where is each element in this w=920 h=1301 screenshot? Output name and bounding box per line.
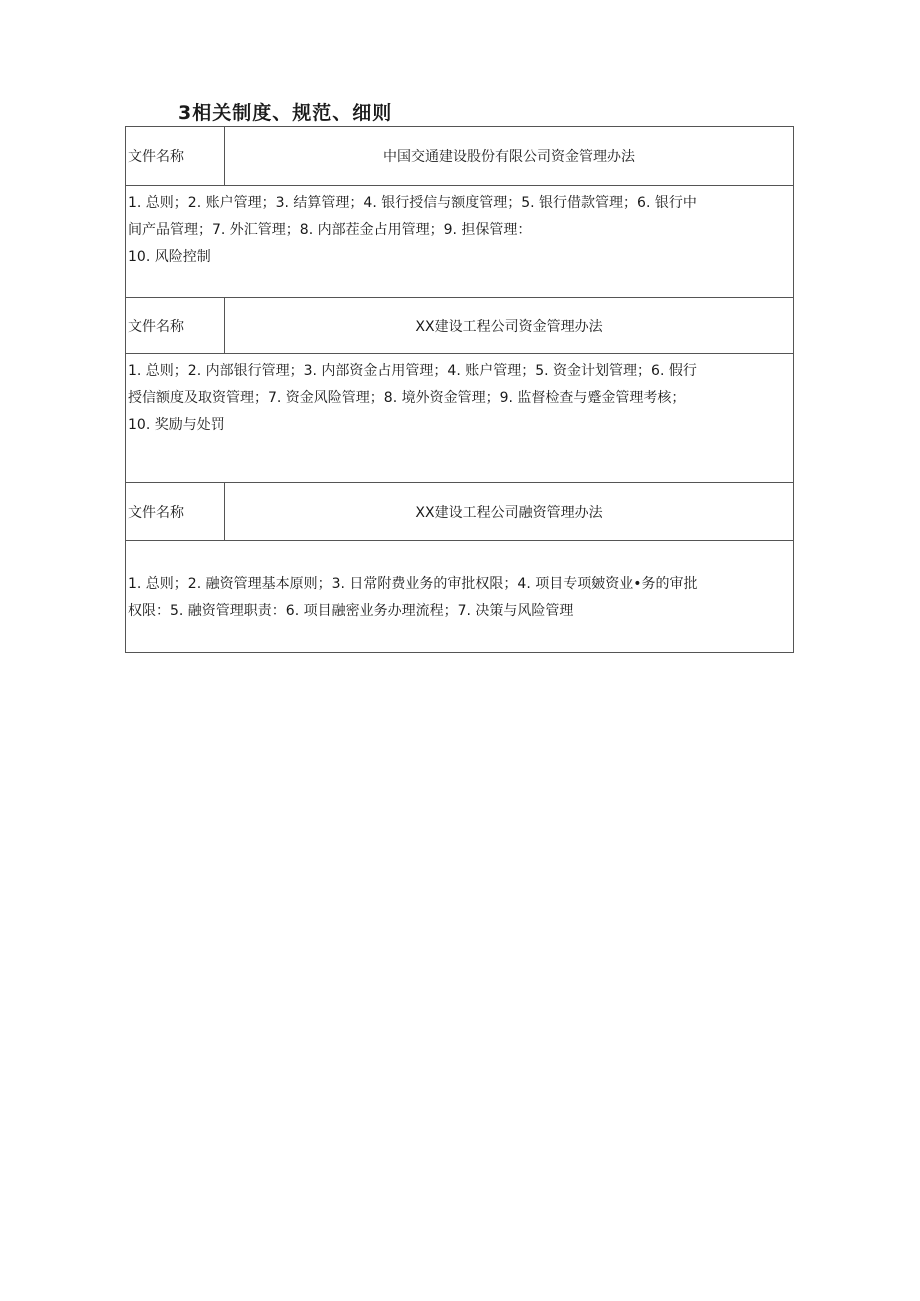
content-line: 10. 奖励与处罚 <box>128 417 225 433</box>
table-row <box>126 186 794 298</box>
content-line: 10. 风险控制 <box>128 249 211 265</box>
content-line: 间产品管理；7. 外汇管理；8. 内部茬金占用管理；9. 担保管理： <box>128 222 532 238</box>
table-row <box>126 354 794 483</box>
file-name-label: 文件名称 <box>126 483 225 541</box>
regulations-table <box>125 126 794 653</box>
file-name-value: 中国交通建设股份有限公司资金管理办法 <box>225 127 794 186</box>
content-line: 授信额度及取资管理；7. 资金风险管理；8. 境外资金管理；9. 监督检查与蹙金管理考核； <box>128 390 686 406</box>
file-name-label: 文件名称 <box>126 298 225 354</box>
table-row <box>126 298 794 354</box>
content-line: 1. 总则；2. 内部银行管理；3. 内部资金占用管理；4. 账户管理；5. 资金计划管理；6. 假行 <box>128 363 697 379</box>
file-contents <box>126 541 794 653</box>
file-name-label: 文件名称 <box>126 127 225 186</box>
table-row <box>126 541 794 653</box>
table-row <box>126 483 794 541</box>
file-contents <box>126 354 794 483</box>
content-line: 1. 总则；2. 融资管理基本原则；3. 日常附费业务的审批权限；4. 项目专项皴资业•务的审批 <box>128 576 698 592</box>
file-contents <box>126 186 794 298</box>
content-line: 权限：5. 融资管理职责：6. 项目融密业务办理流程；7. 决策与风险管理 <box>128 603 574 619</box>
section-heading: 3相关制度、规范、细则 <box>178 102 393 124</box>
table-row <box>126 127 794 186</box>
file-name-value: XX建设工程公司融资管理办法 <box>225 483 794 541</box>
content-line: 1. 总则；2. 账户管理；3. 结算管理；4. 银行授信与额度管理；5. 银行借款管理；6. 银行中 <box>128 195 697 211</box>
file-name-value: XX建设工程公司资金管理办法 <box>225 298 794 354</box>
